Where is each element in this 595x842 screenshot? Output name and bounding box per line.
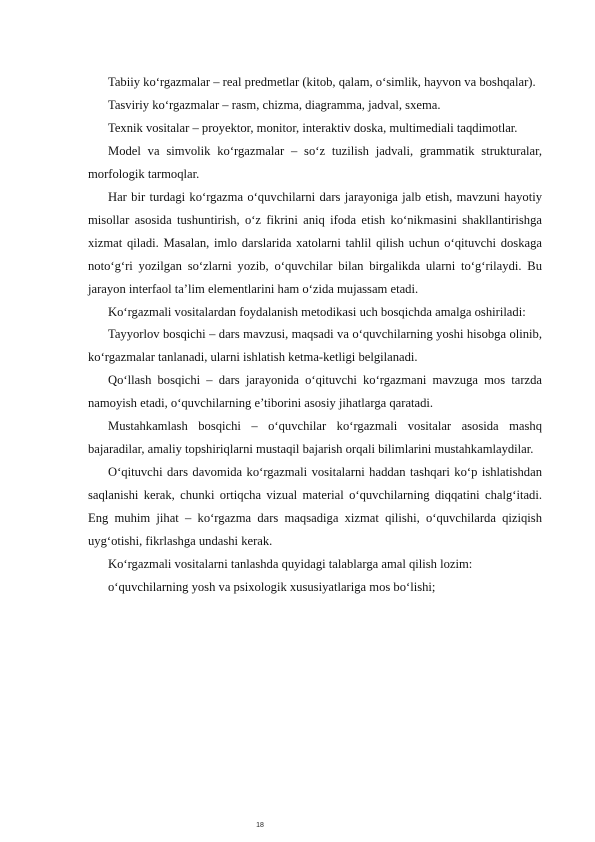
paragraph-teacher-caution: O‘qituvchi dars davomida ko‘rgazmali vositalarni haddan tashqari ko‘p ishlatishdan saqlanishi kerak, chunki ortiqcha vizual material o‘quvchilarning diqqatini chalg‘itadi. Eng muhim jihat – ko‘rgazma dars maqsadiga xizmat qilishi, o‘quvchilarda qiziqish uyg‘otishi, fikrlashga undashi kerak. (88, 465, 542, 549)
document-page (88, 71, 542, 599)
paragraph-purpose-of-visuals: Har bir turdagi ko‘rgazma o‘quvchilarni dars jarayoniga jalb etish, mavzuni hayotiy misollar asosida tushuntirish, o‘z fikrini aniq ifoda etish ko‘nikmasini shakllantirishga xizmat qiladi. Masalan, imlo darslarida xatolarni tahlil qilish uchun o‘qituvchi doskaga noto‘g‘ri yozilgan so‘zlarni yozib, o‘quvchilar bilan birgalikda ularni to‘g‘rilaydi. Bu jarayon interfaol ta’lim elementlarini ham o‘zida mujassam etadi. (88, 189, 542, 296)
paragraph-requirement-age: o‘quvchilarning yosh va psixologik xususiyatlariga mos bo‘lishi; (108, 579, 436, 594)
paragraph-natural-visuals: Tabiiy ko‘rgazmalar – real predmetlar (kitob, qalam, o‘simlik, hayvon va boshqalar). (108, 75, 536, 89)
paragraph-selection-requirements: Ko‘rgazmali vositalarni tanlashda quyidagi talablarga amal qilish lozim: (108, 557, 473, 572)
paragraph-model-symbolic-visuals: Model va simvolik ko‘rgazmalar – so‘z tuzilish jadvali, grammatik strukturalar, morfologik tarmoqlar. (88, 143, 542, 181)
paragraph-preparation-stage: Tayyorlov bosqichi – dars mavzusi, maqsadi va o‘quvchilarning yoshi hisobga olinib, ko‘rgazmalar tanlanadi, ularni ishlatish ketma-ketligi belgilanadi. (88, 327, 542, 365)
paragraph-application-stage: Qo‘llash bosqichi – dars jarayonida o‘qituvchi ko‘rgazmani mavzuga mos tarzda namoyish etadi, o‘quvchilarning e’tiborini asosiy jihatlarga qaratadi. (88, 373, 542, 411)
paragraph-technical-tools: Texnik vositalar – proyektor, monitor, interaktiv doska, multimediali taqdimotlar. (108, 120, 518, 135)
paragraph-pictorial-visuals: Tasviriy ko‘rgazmalar – rasm, chizma, diagramma, jadval, sxema. (108, 97, 441, 112)
paragraph-consolidation-stage: Mustahkamlash bosqichi – o‘quvchilar ko‘rgazmali vositalar asosida mashq bajaradilar, amaliy topshiriqlarni mustaqil bajarish orqali bilimlarini mustahkamlaydilar. (88, 419, 542, 457)
paragraph-method-stages-intro: Ko‘rgazmali vositalardan foydalanish metodikasi uch bosqichda amalga oshiriladi: (108, 304, 526, 319)
page-number: 18 (256, 822, 264, 829)
